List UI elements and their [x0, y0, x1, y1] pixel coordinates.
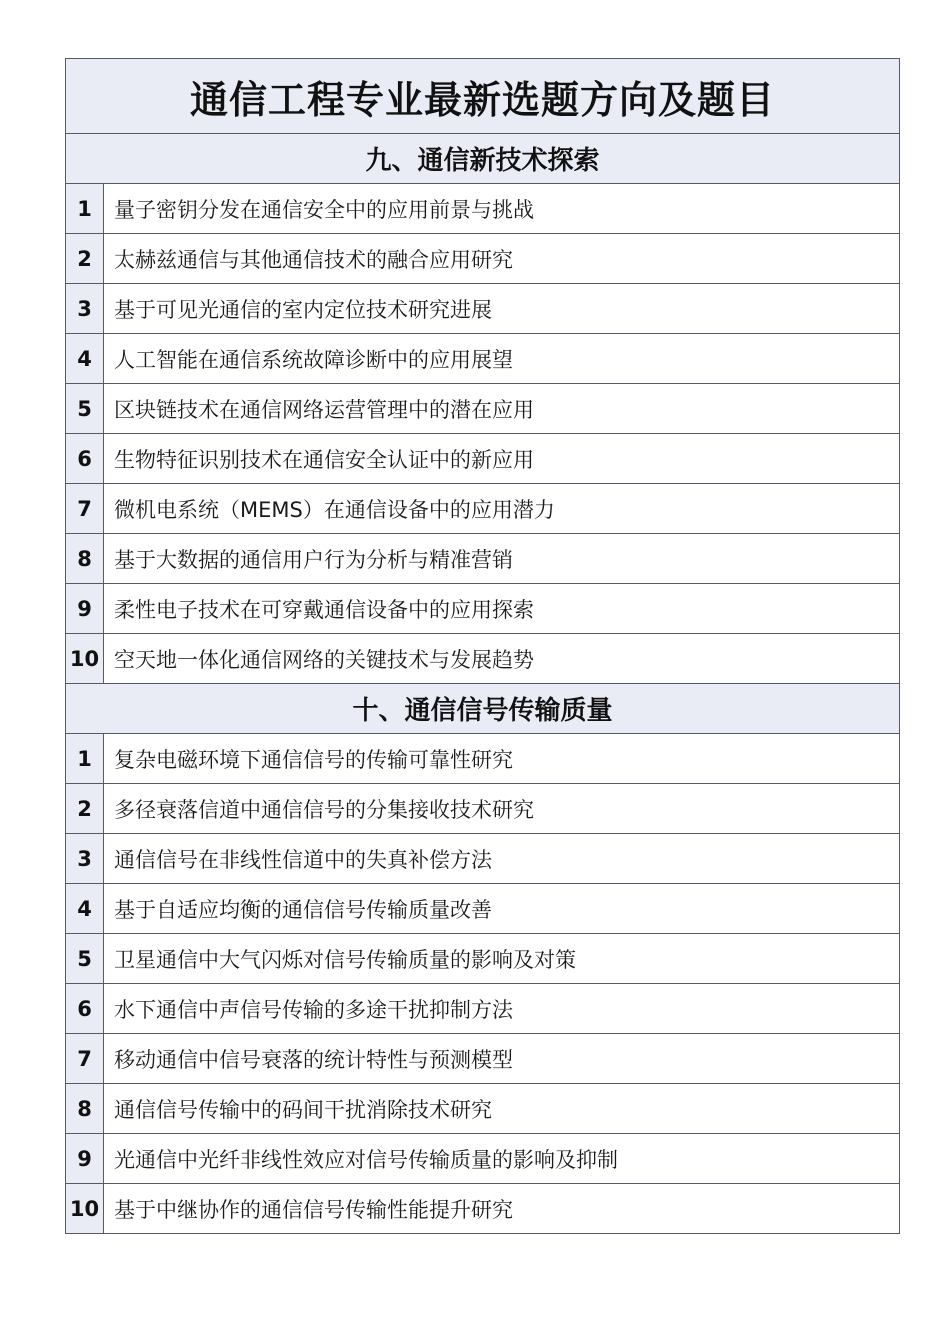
table-row: [66, 284, 899, 334]
row-number: 2: [66, 784, 104, 833]
row-topic: 基于可见光通信的室内定位技术研究进展: [114, 297, 492, 322]
row-number: 3: [66, 284, 104, 333]
table-row: [66, 1134, 899, 1184]
section-heading: 十、通信信号传输质量: [66, 684, 899, 734]
table-row: [66, 534, 899, 584]
table-row: [66, 1184, 899, 1234]
table-row: [66, 334, 899, 384]
table-row: [66, 834, 899, 884]
row-topic: 光通信中光纤非线性效应对信号传输质量的影响及抑制: [114, 1147, 618, 1172]
table-row: [66, 634, 899, 684]
row-number: 8: [66, 1084, 104, 1133]
table-row: [66, 234, 899, 284]
row-topic: 多径衰落信道中通信信号的分集接收技术研究: [114, 797, 534, 822]
row-number: 7: [66, 484, 104, 533]
row-number: 4: [66, 334, 104, 383]
table-row: [66, 734, 899, 784]
page-title: 通信工程专业最新选题方向及题目: [66, 59, 899, 134]
row-topic: 移动通信中信号衰落的统计特性与预测模型: [114, 1047, 513, 1072]
row-number: 7: [66, 1034, 104, 1083]
row-topic: 太赫兹通信与其他通信技术的融合应用研究: [114, 247, 513, 272]
table-row: [66, 984, 899, 1034]
row-number: 9: [66, 584, 104, 633]
row-number: 1: [66, 184, 104, 233]
table-row: [66, 784, 899, 834]
row-topic: 卫星通信中大气闪烁对信号传输质量的影响及对策: [114, 947, 576, 972]
row-number: 6: [66, 434, 104, 483]
section-heading: 九、通信新技术探索: [66, 134, 899, 184]
row-topic: 微机电系统（MEMS）在通信设备中的应用潜力: [114, 497, 555, 522]
table-row: [66, 484, 899, 534]
table-row: [66, 384, 899, 434]
table-row: [66, 1034, 899, 1084]
row-topic: 通信信号在非线性信道中的失真补偿方法: [114, 847, 492, 872]
table-row: [66, 584, 899, 634]
topics-table: [65, 58, 900, 1234]
table-row: [66, 434, 899, 484]
row-topic: 生物特征识别技术在通信安全认证中的新应用: [114, 447, 534, 472]
row-topic: 基于大数据的通信用户行为分析与精准营销: [114, 547, 513, 572]
row-number: 8: [66, 534, 104, 583]
row-number: 5: [66, 934, 104, 983]
row-topic: 空天地一体化通信网络的关键技术与发展趋势: [114, 647, 534, 672]
row-number: 2: [66, 234, 104, 283]
table-row: [66, 184, 899, 234]
row-topic: 水下通信中声信号传输的多途干扰抑制方法: [114, 997, 513, 1022]
row-number: 10: [66, 1184, 104, 1233]
row-number: 6: [66, 984, 104, 1033]
table-row: [66, 1084, 899, 1134]
table-row: [66, 934, 899, 984]
row-number: 9: [66, 1134, 104, 1183]
table-row: [66, 884, 899, 934]
row-topic: 人工智能在通信系统故障诊断中的应用展望: [114, 347, 513, 372]
row-number: 5: [66, 384, 104, 433]
row-number: 3: [66, 834, 104, 883]
row-topic: 区块链技术在通信网络运营管理中的潜在应用: [114, 397, 534, 422]
row-topic: 基于中继协作的通信信号传输性能提升研究: [114, 1197, 513, 1222]
row-topic: 柔性电子技术在可穿戴通信设备中的应用探索: [114, 597, 534, 622]
row-topic: 量子密钥分发在通信安全中的应用前景与挑战: [114, 197, 534, 222]
row-number: 10: [66, 634, 104, 683]
row-topic: 复杂电磁环境下通信信号的传输可靠性研究: [114, 747, 513, 772]
row-topic: 通信信号传输中的码间干扰消除技术研究: [114, 1097, 492, 1122]
row-topic: 基于自适应均衡的通信信号传输质量改善: [114, 897, 492, 922]
row-number: 1: [66, 734, 104, 783]
row-number: 4: [66, 884, 104, 933]
